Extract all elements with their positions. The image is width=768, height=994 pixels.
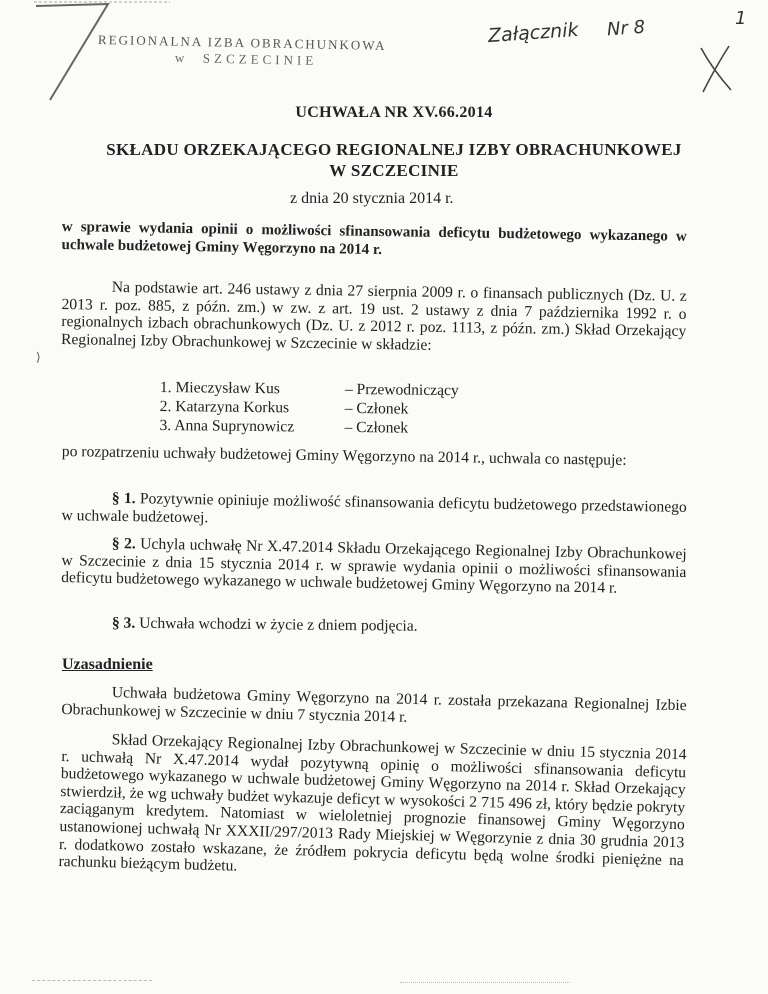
resolution-subject: w sprawie wydania opinii o możliwości sfinansowania deficytu budżetowego wykazanego w uchwale budżetowej Gminy Węgorzyno na 2014 r.: [61, 218, 687, 259]
scan-edge-line: [400, 982, 570, 983]
member-role: – Członek: [344, 418, 409, 437]
resolution-title: UCHWAŁA NR XV.66.2014: [295, 104, 493, 121]
handwritten-x-mark: [695, 44, 735, 94]
section-1: [61, 489, 686, 534]
scan-edge-line: [32, 980, 152, 981]
justification-paragraph-1: Uchwała budżetowa Gminy Węgorzyno na 2014 r. została przekazana Regionalnej Izbie Obrachunkowej w Szczecinie w dniu 7 stycznia 2014 r.: [61, 684, 687, 726]
section-label: § 1.: [111, 489, 136, 508]
legal-basis-paragraph: Na podstawie art. 246 ustawy z dnia 27 sierpnia 2009 r. o finansach publicznych (Dz. U. z 2013 r. poz. 885, z późn. zm.) w zw. z art. 19 ust. 2 ustawy z dnia 7 października 1992 r. o regionalnych izbach obrachunkowych (Dz. U. z 2012 r. poz. 1113, z późn. zm.) Skład Orzekający Regionalnej Izby Obrachunkowej w Szczecinie w składzie:: [60, 278, 687, 354]
section-label: § 3.: [111, 614, 136, 632]
issuing-body-line2: W SZCZECINIE: [329, 161, 459, 180]
justification-paragraph-2: Skład Orzekający Regionalnej Izby Obrachunkowej w Szczecinie w dniu 15 stycznia 2014 r. uchwałą Nr X.47.2014 wydał pozytywną opinię o możliwości sfinansowania deficytu budżetowego wykazanego w uchwale budżetowej Gminy Węgorzyno na 2014 r. Skład Orzekający stwierdził, że wg uchwały budżet wykazuje deficyt w wysokości 2 715 496 zł, który będzie pokryty zaciąganym kredytem. Natomiast w wieloletniej prognozie finansowej Gminy Węgorzyno ustanowionej uchwałą Nr XXXII/297/2013 Rady Miejskiej w Węgorzynie z dnia 30 grudnia 2013 r. dodatkowo zostało wskazane, że źródłem pokrycia deficytu będą wolne środki pieniężne na rachunku bieżącym budżetu.: [58, 731, 687, 875]
member-name: 2. Katarzyna Korkus: [159, 397, 290, 417]
stamp-text-line2: w SZCZECINIE: [174, 50, 318, 68]
handwritten-number: Nr 8: [606, 16, 646, 41]
issuing-body-line1: SKŁADU ORZEKAJĄCEGO REGIONALNEJ IZBY OBRACHUNKOWEJ: [106, 140, 682, 159]
member-row: [159, 416, 458, 438]
justification-heading: Uzasadnienie: [62, 656, 153, 673]
section-2: [61, 534, 687, 599]
after-review-paragraph: po rozpatrzeniu uchwały budżetowej Gminy Węgorzyno na 2014 r., uchwala co następuje:: [61, 443, 627, 469]
stamp-corner-mark: [30, 0, 170, 110]
handwritten-page-number: 1: [735, 8, 747, 29]
member-role: – Przewodniczący: [344, 380, 459, 400]
resolution-date: z dnia 20 stycznia 2014 r.: [290, 190, 454, 207]
stamp-text-line1: REGIONALNA IZBA OBRACHUNKOWA: [97, 32, 387, 54]
member-role: – Członek: [344, 399, 409, 418]
section-3: [62, 614, 687, 638]
member-name: 3. Anna Suprynowicz: [159, 416, 295, 436]
section-text: Pozytywnie opiniuje możliwość sfinansowania deficytu budżetowego przedstawionego w uchwale budżetowej.: [61, 490, 687, 526]
panel-members-list: [159, 378, 458, 438]
section-label: § 2.: [111, 534, 136, 553]
section-text: Uchyla uchwałę Nr X.47.2014 Składu Orzekającego Regionalnej Izby Obrachunkowej w Szczecinie z dnia 15 stycznia 2014 r. w sprawie wydania opinii o możliwości sfinansowania deficytu budżetowego wykazanego w uchwale budżetowej Gminy Węgorzyno na 2014 r.: [60, 535, 687, 597]
member-name: 1. Mieczysław Kus: [159, 378, 280, 398]
handwritten-attachment: Załącznik: [487, 18, 580, 48]
margin-mark: ⟩: [36, 350, 41, 364]
section-text: Uchwała wchodzi w życie z dniem podjęcia.: [139, 614, 418, 635]
